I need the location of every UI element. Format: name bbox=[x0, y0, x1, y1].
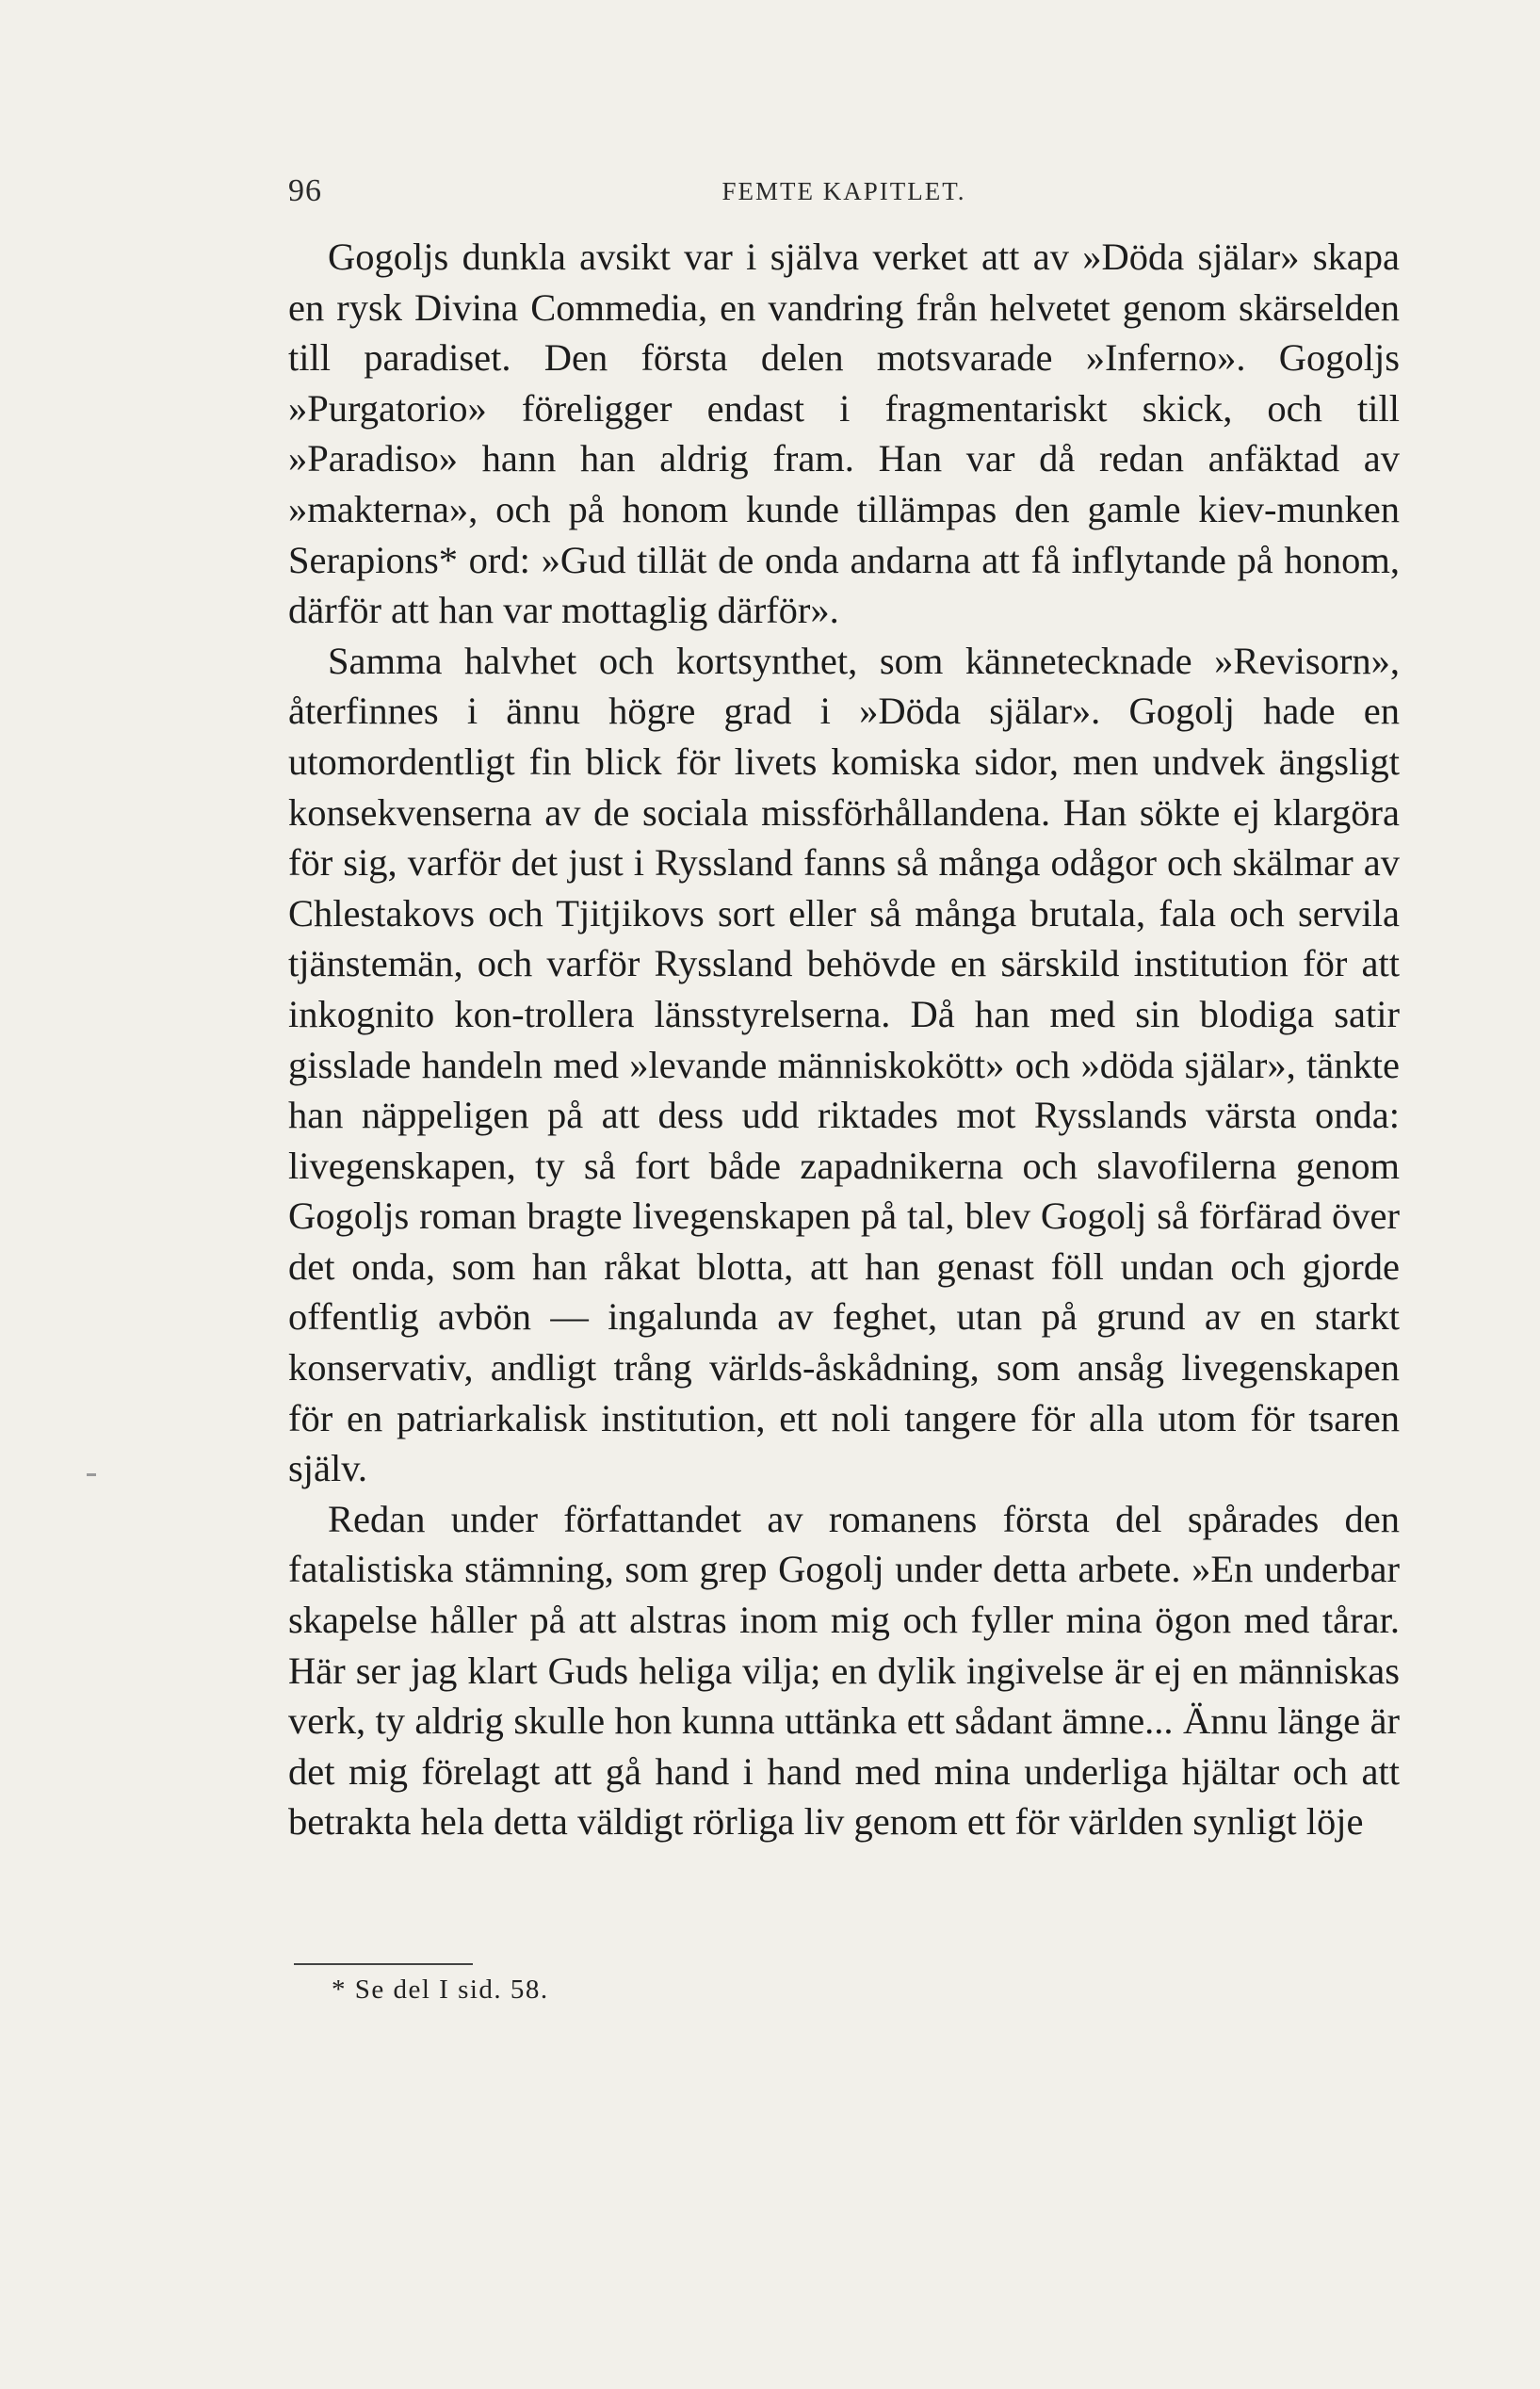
paragraph-2: Samma halvhet och kortsynthet, som kännetecknade »Revisorn», återfinnes i ännu högre grad i »Döda själar». Gogolj hade en utomordentligt fin blick för livets komiska sidor, men undvek ängsligt konsekvenserna av de sociala missförhållandena. Han sökte ej klargöra för sig, varför det just i Ryssland fanns så många odågor och skälmar av Chlestakovs och Tjitjikovs sort eller så många brutala, fala och servila tjänstemän, och varför Ryssland behövde en särskild institution för att inkognito kon-trollera länsstyrelserna. Då han med sin blodiga satir gisslade handeln med »levande människokött» och »döda själar», tänkte han näppeligen på att dess udd riktades mot Rysslands värsta onda: livegenskapen, ty så fort både zapadnikerna och slavofilerna genom Gogoljs roman bragte livegenskapen på tal, blev Gogolj så förfärad över det onda, som han råkat blotta, att han genast föll undan och gjorde offentlig avbön — ingalunda av feghet, utan på grund av en starkt konservativ, andligt trång världs-åskådning, som ansåg livegenskapen för en patriarkalisk institution, ett noli tangere för alla utom för tsaren själv. bbox=[288, 639, 1400, 1490]
body-text bbox=[288, 232, 1400, 1847]
running-head bbox=[288, 173, 1400, 211]
paragraph-1: Gogoljs dunkla avsikt var i själva verket att av »Döda själar» skapa en rysk Divina Commedia, en vandring från helvetet genom skärselden till paradiset. Den första delen motsvarade »Inferno». Gogoljs »Purgatorio» föreligger endast i fragmentariskt skick, och till »Paradiso» hann han aldrig fram. Han var då redan anfäktad av »makterna», och på honom kunde tillämpas den gamle kiev-munken Serapions* ord: »Gud tillät de onda andarna att få inflytande på honom, därför att han var mottaglig därför». bbox=[288, 236, 1400, 632]
page-number: 96 bbox=[288, 173, 322, 208]
footnote: * Se del I sid. 58. bbox=[332, 1975, 549, 2005]
footnote-divider bbox=[294, 1963, 473, 1965]
chapter-title: FEMTE KAPITLET. bbox=[721, 177, 966, 205]
margin-mark bbox=[87, 1473, 96, 1476]
paragraph-3: Redan under författandet av romanens första del spårades den fatalistiska stämning, som grep Gogolj under detta arbete. »En underbar skapelse håller på att alstras inom mig och fyller mina ögon med tårar. Här ser jag klart Guds heliga vilja; en dylik ingivelse är ej en människas verk, ty aldrig skulle hon kunna uttänka ett sådant ämne... Ännu länge är det mig förelagt att gå hand i hand med mina underliga hjältar och att betrakta hela detta väldigt rörliga liv genom ett för världen synligt löje bbox=[288, 1497, 1400, 1844]
